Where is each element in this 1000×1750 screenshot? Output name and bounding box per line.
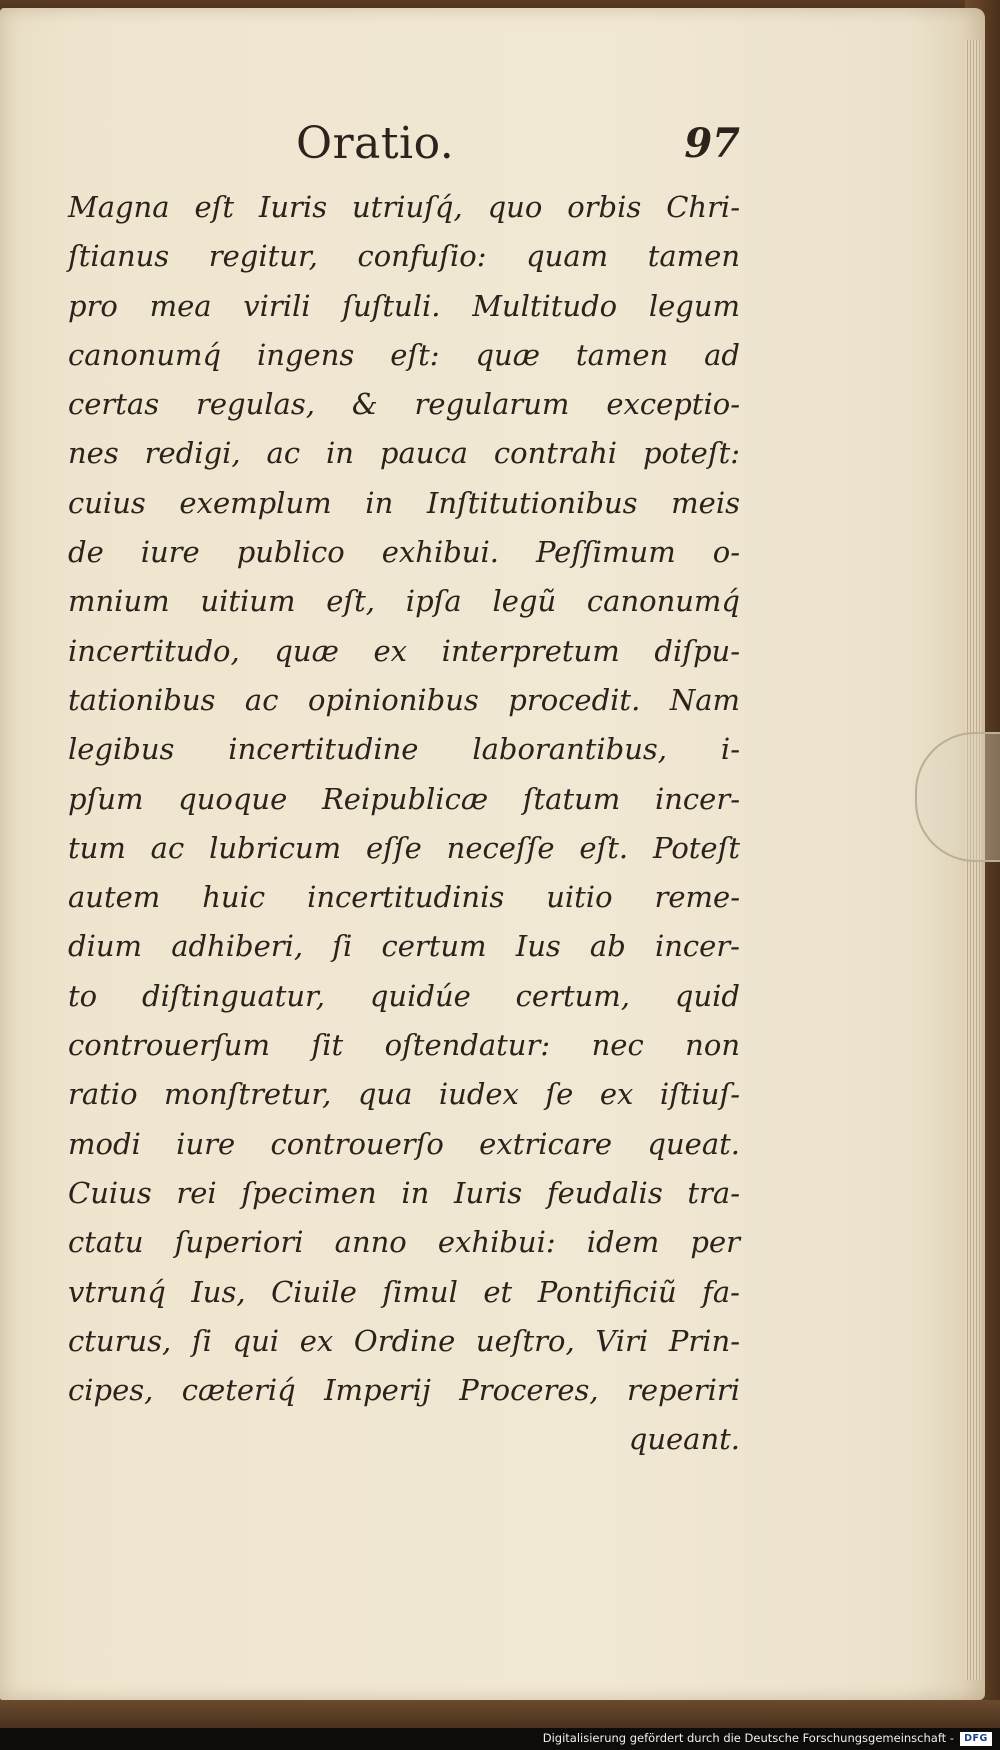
text-line: ctatu ſuperiori anno exhibui: idem per: [68, 1225, 740, 1260]
text-line: de iure publico exhibui. Peſſimum o-: [68, 535, 740, 570]
digitization-credit: Digitalisierung gefördert durch die Deutsche Forschungsgemeinschaft -: [542, 1731, 954, 1745]
text-line: Magna eſt Iuris utriuſq́, quo orbis Chri-: [68, 190, 740, 224]
page-header: [68, 118, 740, 178]
text-line: ratio monſtretur, qua iudex ſe ex iſtiuſ-: [68, 1077, 740, 1112]
catchword-line: queant.: [628, 1422, 740, 1457]
page-number: 97: [684, 120, 740, 167]
text-line: pro mea virili ſuſtuli. Multitudo legum: [68, 288, 740, 323]
credit-bar: [0, 1728, 1000, 1750]
text-line: dium adhiberi, ſi certum Ius ab incer-: [68, 929, 740, 964]
text-line: legibus incertitudine laborantibus, i-: [68, 732, 740, 767]
text-line: cturus, ſi qui ex Ordine ueſtro, Viri Prin-: [68, 1323, 740, 1358]
text-line: cipes, cæteriq́ Imperij Proceres, reperiri: [68, 1373, 740, 1408]
running-title: Oratio.: [296, 118, 455, 169]
text-line: certas regulas, & regularum exceptio-: [68, 387, 740, 422]
text-line: incertitudo, quæ ex interpretum diſpu-: [68, 633, 740, 668]
text-line: nes redigi, ac in pauca contrahi poteſt:: [68, 436, 740, 471]
text-line: cuius exemplum in Inſtitutionibus meis: [68, 485, 740, 520]
text-line: to diſtinguatur, quidúe certum, quid: [68, 978, 740, 1013]
book-cover-bottom-edge: [0, 1700, 1000, 1728]
text-line: pſum quoque Reipublicæ ſtatum incer-: [68, 781, 740, 816]
text-line: autem huic incertitudinis uitio reme-: [68, 880, 740, 915]
body-text: [68, 183, 740, 1465]
text-line: controuerſum ſit oſtendatur: nec non: [68, 1028, 740, 1063]
dfg-logo: DFG: [960, 1732, 992, 1746]
text-line: tationibus ac opinionibus procedit. Nam: [68, 682, 740, 717]
text-line: vtrunq́ Ius, Ciuile ſimul et Pontificiũ fa-: [68, 1274, 740, 1309]
text-line: tum ac lubricum eſſe neceſſe eſt. Poteſt: [68, 830, 740, 865]
text-line: Cuius rei ſpecimen in Iuris feudalis tra-: [68, 1175, 740, 1210]
text-line: mnium uitium eſt, ipſa legũ canonumq́: [68, 584, 740, 619]
text-line: modi iure controuerſo extricare queat.: [68, 1126, 740, 1161]
text-line: canonumq́ ingens eſt: quæ tamen ad: [68, 337, 740, 372]
text-line: ſtianus regitur, confuſio: quam tamen: [68, 239, 740, 274]
